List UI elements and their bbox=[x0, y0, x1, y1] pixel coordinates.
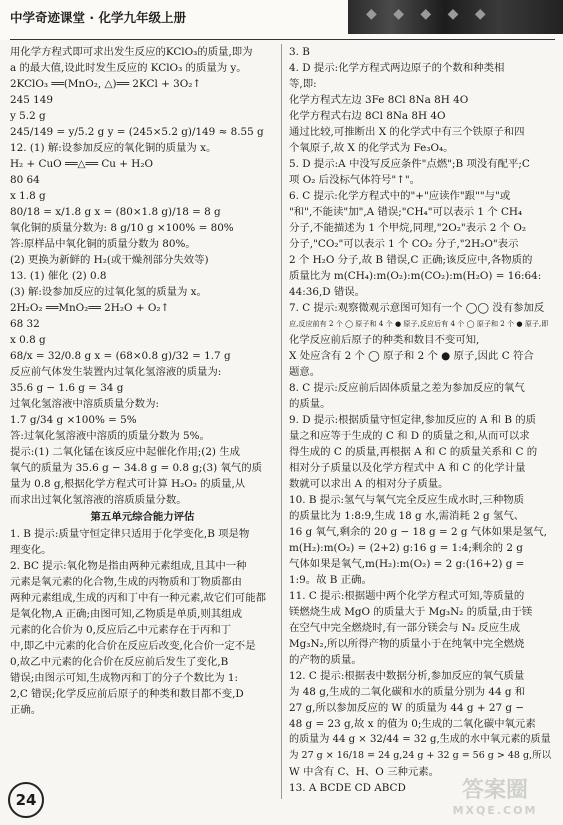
left-text-line: 245/149 = y/5.2 g y = (245×5.2 g)/149 ≈ 8.55 g bbox=[10, 126, 264, 138]
left-text-line: 量为 0.8 g,根据化学方程式可计算 H₂O₂ 的质量,从 bbox=[10, 478, 246, 490]
right-text-line: 6. C 提示:化学方程式中的"+"应读作"跟""与"或 bbox=[289, 190, 511, 202]
right-text-line: "和",不能读"加",A 错误;"CH₄"可以表示 1 个 CH₄ bbox=[289, 206, 523, 218]
left-text-line: 68 32 bbox=[10, 318, 40, 330]
page-number: 24 bbox=[8, 782, 44, 818]
left-text-line: 元素的化合价为 0,反应后乙中元素存在于丙和丁 bbox=[10, 624, 232, 636]
right-text-line: 27 g,所以参加反应的 W 的质量为 44 g + 27 g − bbox=[289, 702, 525, 714]
right-text-line: W 中含有 C、H、O 三种元素。 bbox=[289, 766, 440, 778]
right-text-line: 量之和应等于生成的 C 和 D 的质量之和,从而可以求 bbox=[289, 430, 530, 442]
right-text-line: 化学方程式左边 3Fe 8Cl 8Na 8H 4O bbox=[289, 94, 469, 106]
watermark-url: MXQE.COM bbox=[452, 804, 538, 817]
right-text-line: 的产物的质量。 bbox=[289, 654, 362, 666]
right-text-line: 1:9。故 B 正确。 bbox=[289, 574, 372, 586]
right-text-line: 气体如果是氧气,m(H₂):m(O₂) = 2 g:(16+2) g = bbox=[289, 558, 525, 570]
right-text-line: 的质量为 44 g × 32/44 = 32 g,生成的水中氧元素的质量 bbox=[289, 734, 551, 745]
left-text-line: 答:原样品中氧化铜的质量分数为 80%。 bbox=[10, 238, 196, 250]
left-text-line: 是氧化物,A 正确;由图可知,乙物质是单质,则其组成 bbox=[10, 608, 243, 620]
right-text-line: 质量比为 m(CH₄):m(O₂):m(CO₂):m(H₂O) = 16:64: bbox=[289, 270, 542, 282]
right-text-line: Mg₃N₂,所以所得产物的质量小于在纯氧中完全燃烧 bbox=[289, 638, 525, 650]
left-text-line: 68/x = 32/0.8 g x = (68×0.8 g)/32 = 1.7 g bbox=[10, 350, 231, 362]
left-text-line: 2,C 错误;化学反应前后原子的种类和数目都不变,D bbox=[10, 688, 244, 700]
left-text-line: 过氧化氢溶液中溶质质量分数为: bbox=[10, 398, 159, 410]
right-text-line: 7. C 提示:观察微观示意图可知有一个 ◯◯ 没有参加反 bbox=[289, 302, 545, 314]
left-text-line: 错误;由图示可知,生成物丙和丁的分子个数比为 1: bbox=[10, 672, 239, 684]
right-text-line: 项 O₂ 后没标气体符号"↑"。 bbox=[289, 174, 421, 186]
right-text-line: 得生成的 C 的质量,再根据 A 和 C 的质量关系和 C 的 bbox=[289, 446, 538, 458]
left-text-line: 氧化铜的质量分数为: 8 g/10 g ×100% = 80% bbox=[10, 222, 234, 234]
watermark-logo: 答案圈 bbox=[461, 778, 528, 803]
left-text-line: 而求出过氧化氢溶液的溶质质量分数。 bbox=[10, 494, 187, 506]
right-text-line: 5. D 提示:A 中没写反应条件"点燃";B 项没有配平;C bbox=[289, 158, 530, 170]
left-text-line: 反应前气体发生装置内过氧化氢溶液的质量为: bbox=[10, 366, 222, 378]
right-text-line: 应,反应前有 2 个 ◯ 原子和 4 个 ● 原子,反应后有 4 个 ◯ 原子和 2 个 ● 原子,即 bbox=[289, 319, 549, 328]
right-text-line: 数就可以求出 A 的相对分子质量。 bbox=[289, 478, 449, 490]
left-text-line: 理变化。 bbox=[10, 544, 52, 556]
right-text-line: 化学反应前后原子的种类和数目不变可知, bbox=[289, 334, 480, 346]
left-text-line: 第五单元综合能力评估 bbox=[90, 511, 195, 523]
right-text-line: 的质量。 bbox=[289, 398, 331, 410]
left-text-line: 2H₂O₂ ══MnO₂══ 2H₂O + O₂↑ bbox=[10, 302, 170, 314]
left-text-line: 1. B 提示:质量守恒定律只适用于化学变化,B 项是物 bbox=[10, 528, 250, 540]
right-text-line: 化学方程式右边 8Cl 8Na 8H 4O bbox=[289, 110, 446, 122]
header-rule bbox=[10, 39, 555, 40]
left-text-line: 元素是氧元素的化合物,生成的丙物质和丁物质都由 bbox=[10, 576, 242, 588]
right-text-line: 分子,"CO₂"可以表示 1 个 CO₂ 分子,"2H₂O"表示 bbox=[289, 238, 519, 250]
left-text-line: 80 64 bbox=[10, 174, 40, 186]
left-text-line: 2. BC 提示:氧化物是指由两种元素组成,且其中一种 bbox=[10, 560, 247, 572]
right-text-line: 等,即: bbox=[289, 78, 317, 90]
right-text-line: 镁燃烧生成 MgO 的质量大于 Mg₃N₂ 的质量,由于镁 bbox=[289, 606, 533, 618]
left-text-line: 两种元素组成,生成的丙和丁中有一种元素,故它们可能都 bbox=[10, 592, 266, 604]
left-text-line: 1.7 g/34 g ×100% = 5% bbox=[10, 414, 137, 426]
left-text-line: 13. (1) 催化 (2) 0.8 bbox=[10, 270, 107, 282]
left-text-line: 用化学方程式即可求出发生反应的KClO₃的质量,即为 bbox=[10, 46, 253, 58]
right-text-line: 16 g 氧气,剩余的 20 g − 18 g = 2 g 气体如果是氢气, bbox=[289, 526, 547, 538]
right-text-line: 4. D 提示:化学方程式两边原子的个数和种类相 bbox=[289, 62, 505, 74]
left-text-line: x 1.8 g bbox=[10, 190, 46, 202]
left-text-line: (2) 更换为新鲜的 H₂(或干燥剂部分失效等) bbox=[10, 254, 209, 266]
left-text-line: 0,故乙中元素的化合价在反应前后发生了变化,B bbox=[10, 656, 229, 668]
header-decoration: ◆ ◆ ◆ ◆ ◆ bbox=[348, 0, 563, 34]
right-text-line: 44:36,D 错误。 bbox=[289, 286, 366, 298]
left-text-line: y 5.2 g bbox=[10, 110, 46, 122]
left-text-line: 答:过氧化氢溶液中溶质的质量分数为 5%。 bbox=[10, 430, 210, 442]
right-text-line: 相对分子质量以及化学方程式中 A 和 C 的化学计量 bbox=[289, 462, 526, 474]
right-text-line: m(H₂):m(O₂) = (2+2) g:16 g = 1:4;剩余的 2 g bbox=[289, 542, 523, 554]
right-text-line: 9. D 提示:根据质量守恒定律,参加反应的 A 和 B 的质 bbox=[289, 414, 537, 426]
right-text-line: 分子,不能描述为 1 个甲烷,同理,"2O₂"表示 2 个 O₂ bbox=[289, 222, 527, 234]
right-text-line: 2 个 H₂O 分子,故 B 错误,C 正确;该反应中,各物质的 bbox=[289, 254, 533, 266]
left-text-line: 12. (1) 解:设参加反应的氧化铜的质量为 x。 bbox=[10, 142, 217, 154]
left-text-line: 正确。 bbox=[10, 704, 42, 716]
left-text-line: 35.6 g − 1.6 g = 34 g bbox=[10, 382, 124, 394]
left-column bbox=[10, 44, 275, 718]
left-text-line: H₂ + CuO ══△══ Cu + H₂O bbox=[10, 158, 154, 170]
left-text-line: 中,即乙中元素的化合价在反应后改变,化合价一定不是 bbox=[10, 640, 256, 652]
left-text-line: (3) 解:设参加反应的过氧化氢的质量为 x。 bbox=[10, 286, 207, 298]
left-text-line: 提示:(1) 二氧化锰在该反应中起催化作用;(2) 生成 bbox=[10, 446, 241, 458]
right-text-line: 的质量比为 1:8:9,生成 18 g 水,需消耗 2 g 氢气、 bbox=[289, 510, 525, 522]
right-text-line: 11. C 提示:根据题中两个化学方程式可知,等质量的 bbox=[289, 590, 525, 602]
right-column bbox=[289, 44, 557, 796]
right-text-line: 在空气中完全燃烧时,有一部分镁会与 N₂ 反应生成 bbox=[289, 622, 520, 634]
right-text-line: 通过比较,可推断出 X 的化学式中有三个铁原子和四 bbox=[289, 126, 525, 138]
right-text-line: 为 27 g × 16/18 = 24 g,24 g + 32 g = 56 g > 48 g,所以 bbox=[289, 750, 552, 761]
right-text-line: 为 48 g,生成的二氧化碳和水的质量分别为 44 g 和 bbox=[289, 686, 526, 698]
left-text-line: 245 149 bbox=[10, 94, 53, 106]
right-text-line: 题意。 bbox=[289, 366, 321, 378]
left-text-line: a 的最大值,设此时发生反应的 KClO₃ 的质量为 y。 bbox=[10, 62, 247, 74]
right-text-line: 48 g = 23 g,故 x 的值为 0;生成的二氧化碳中氧元素 bbox=[289, 718, 536, 730]
left-text-line: 80/18 = x/1.8 g x = (80×1.8 g)/18 = 8 g bbox=[10, 206, 221, 218]
right-text-line: 13. A BCDE CD ABCD bbox=[289, 782, 406, 794]
right-text-line: 个氧原子,故 X 的化学式为 Fe₃O₄。 bbox=[289, 142, 454, 154]
left-text-line: 2KClO₃ ══(MnO₂, △)══ 2KCl + 3O₂↑ bbox=[10, 78, 202, 90]
right-text-line: 12. C 提示:根据表中数据分析,参加反应的氧气质量 bbox=[289, 670, 525, 682]
watermark bbox=[435, 773, 555, 817]
page-header bbox=[0, 0, 563, 40]
left-text-line: x 0.8 g bbox=[10, 334, 46, 346]
left-text-line: 氧气的质量为 35.6 g − 34.8 g = 0.8 g;(3) 氧气的质 bbox=[10, 462, 263, 474]
right-text-line: X 处应含有 2 个 ◯ 原子和 2 个 ● 原子,因此 C 符合 bbox=[289, 350, 534, 362]
right-text-line: 8. C 提示:反应前后固体质量之差为参加反应的氧气 bbox=[289, 382, 525, 394]
right-text-line: 3. B bbox=[289, 46, 310, 58]
right-text-line: 10. B 提示:氢气与氧气完全反应生成水时,三种物质 bbox=[289, 494, 524, 506]
column-divider bbox=[281, 44, 282, 799]
book-title: 中学奇迹课堂 · 化学九年级上册 bbox=[10, 10, 186, 25]
